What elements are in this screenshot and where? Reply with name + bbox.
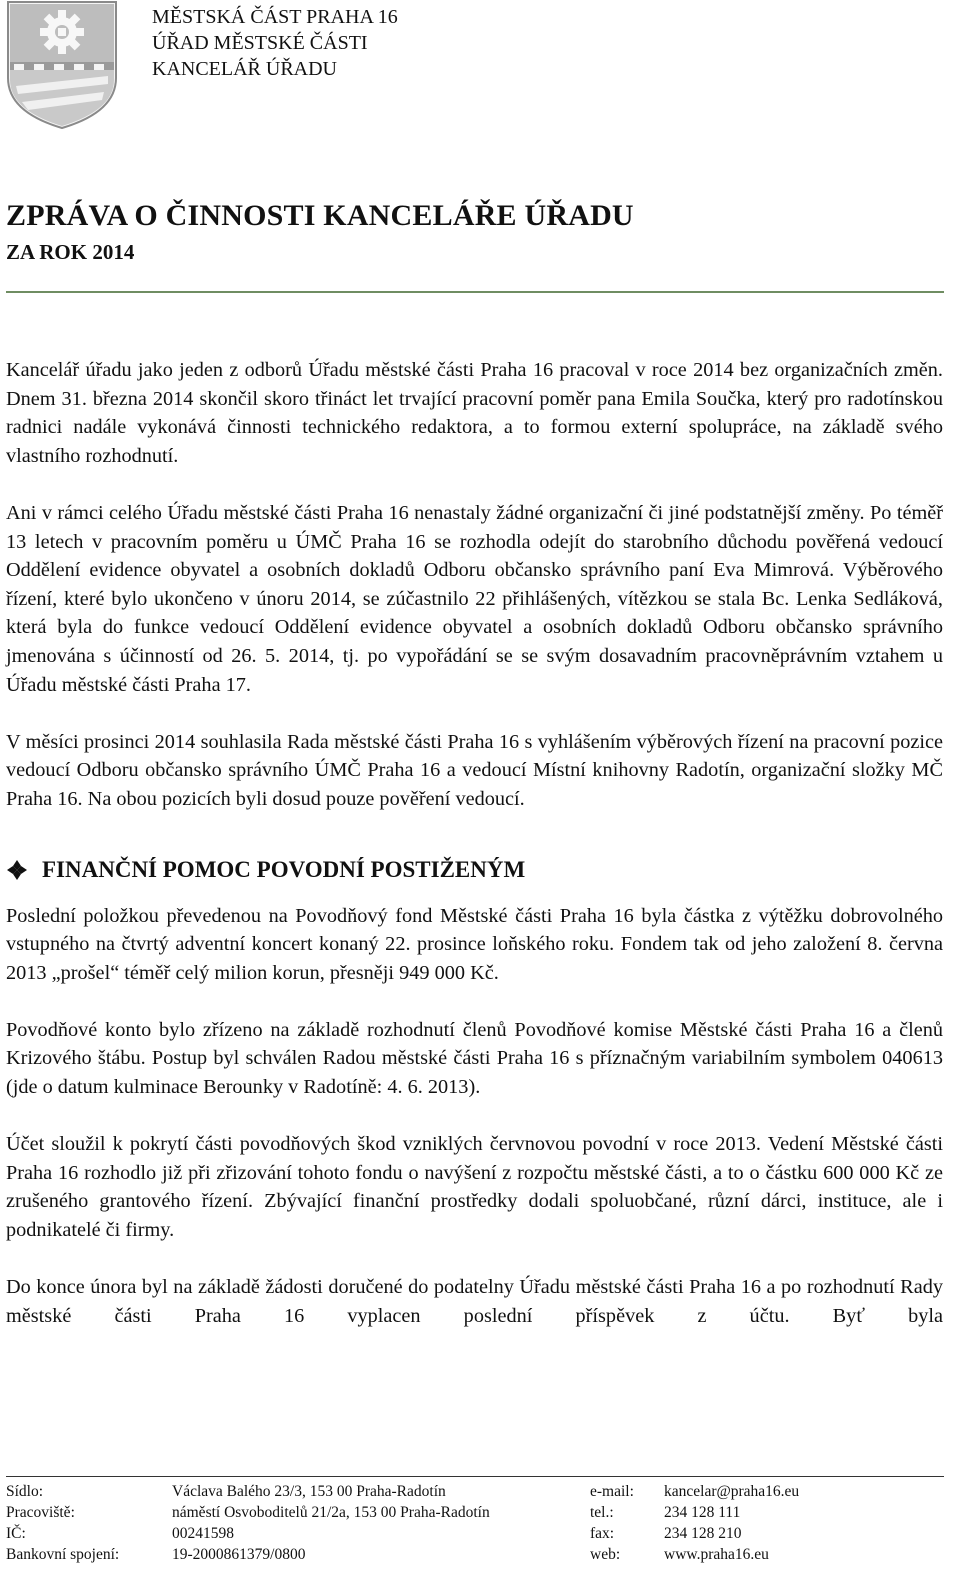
footer-phone: 234 128 111 bbox=[664, 1504, 741, 1521]
footer-label: Pracoviště: bbox=[6, 1504, 75, 1521]
document-subtitle: ZA ROK 2014 bbox=[6, 240, 135, 264]
paragraph: Účet sloužil k pokrytí části povodňových škod vzniklých červnovou povodní v roce 2013. Vedení Městské části Praha 16 rozhodlo již při zřizování tohoto fondu o navýšení z rozpočtu městské části, a to o částku 600 000 Kč ze zrušeného grantového řízení. Zbývající finanční prostředky dodali spoluobčané, různí dárci, instituce, ale i podnikatelé či firmy. bbox=[6, 1133, 943, 1242]
footer-label: web: bbox=[590, 1546, 621, 1563]
paragraph: Poslední položkou převedenou na Povodňový fond Městské části Praha 16 byla částka z výtěžku dobrovolného vstupného na čtvrtý adventní koncert konaný 22. prosince loňského roku. Fondem tak od jeho založení 8. června 2013 „prošel“ téměř celý milion korun, přesněji 949 000 Kč. bbox=[6, 904, 943, 984]
footer-label: Bankovní spojení: bbox=[6, 1546, 120, 1563]
diamond-bullet-icon bbox=[6, 859, 28, 881]
footer-label: IČ: bbox=[6, 1525, 26, 1542]
footer-web-link[interactable]: www.praha16.eu bbox=[664, 1546, 769, 1563]
footer-email[interactable]: kancelar@praha16.eu bbox=[664, 1483, 800, 1500]
footer-fax: 234 128 210 bbox=[664, 1525, 742, 1542]
org-line-3: KANCELÁŘ ÚŘADU bbox=[152, 58, 337, 80]
paragraph: Povodňové konto bylo zřízeno na základě rozhodnutí členů Povodňové komise Městské části Praha 16 a členů Krizového štábu. Postup byl schválen Radou městské části Praha 16 s příznačným variabilním symbolem 040613 (jde o datum kulminace Berounky v Radotíně: 4. 6. 2013). bbox=[6, 1018, 943, 1099]
footer bbox=[6, 1481, 946, 1565]
footer-row bbox=[6, 1523, 946, 1544]
footer-value: 00241598 bbox=[172, 1525, 234, 1542]
footer-label: e-mail: bbox=[590, 1483, 634, 1500]
footer-row bbox=[6, 1502, 946, 1523]
footer-value: 19-2000861379/0800 bbox=[172, 1546, 306, 1563]
paragraph: Do konce února byl na základě žádosti doručené do podatelny Úřadu městské části Praha 16 a po rozhodnutí Rady městské části Praha 16 vyplacen poslední příspěvek z účtu. Byť byla bbox=[6, 1276, 943, 1327]
title-block bbox=[6, 196, 946, 266]
paragraph: Ani v rámci celého Úřadu městské části Praha 16 nenastaly žádné organizační či jiné podstatnější změny. Po téměř 13 letech v pracovním poměru u ÚMČ Praha 16 se rozhodla odejít do starobního důchodu pověřená vedoucí Oddělení evidence obyvatel a osobních dokladů Odboru občansko správního paní Eva Mimrová. Výběrového řízení, které bylo ukončeno v únoru 2014, se zúčastnilo 22 přihlášených, vítězkou se stala Bc. Lenka Sedláková, která byla do funkce vedoucí Oddělení evidence obyvatel a osobních dokladů Odboru občansko správního jmenována s účinností od 26. 5. 2014, tj. po vypořádání se se svým dosavadním pracovněprávním vztahem u Úřadu městské části Praha 17. bbox=[6, 501, 943, 696]
footer-label: fax: bbox=[590, 1525, 615, 1542]
paragraph: Kancelář úřadu jako jeden z odborů Úřadu městské části Praha 16 pracoval v roce 2014 bez organizačních změn. Dnem 31. března 2014 skončil skoro třináct let trvající pracovní poměr pana Emila Součka, který pro radotínskou radnici nadále vykonává činnosti technického redaktora, a to formou externí spolupráce, na základě svého vlastního rozhodnutí. bbox=[6, 359, 943, 467]
footer-label: tel.: bbox=[590, 1504, 614, 1521]
section-heading-text: FINANČNÍ POMOC POVODNÍ POSTIŽENÝM bbox=[42, 856, 526, 882]
footer-value: Václava Balého 23/3, 153 00 Praha-Radotín bbox=[172, 1483, 446, 1500]
org-line-2: ÚŘAD MĚSTSKÉ ČÁSTI bbox=[152, 32, 368, 54]
section-heading bbox=[6, 854, 943, 886]
city-district-crest-icon bbox=[6, 0, 118, 130]
footer-label: Sídlo: bbox=[6, 1483, 44, 1500]
paragraph: V měsíci prosinci 2014 souhlasila Rada městské části Praha 16 s vyhlášením výběrových řízení na pracovní pozice vedoucí Odboru občansko správního ÚMČ Praha 16 a vedoucí Místní knihovny Radotín, organizační složky MČ Praha 16. Na obou pozicích byli dosud pouze pověření vedoucí. bbox=[6, 730, 943, 810]
footer-value: náměstí Osvoboditelů 21/2a, 153 00 Praha-Radotín bbox=[172, 1504, 490, 1521]
footer-row bbox=[6, 1544, 946, 1565]
organization-name bbox=[152, 4, 398, 82]
document-body bbox=[6, 356, 943, 1359]
document-title: ZPRÁVA O ČINNOSTI KANCELÁŘE ÚŘADU bbox=[6, 199, 634, 232]
footer-divider bbox=[6, 1476, 944, 1477]
title-divider bbox=[6, 291, 944, 293]
footer-row bbox=[6, 1481, 946, 1502]
org-line-1: MĚSTSKÁ ČÁST PRAHA 16 bbox=[152, 6, 398, 28]
letterhead bbox=[6, 0, 526, 132]
